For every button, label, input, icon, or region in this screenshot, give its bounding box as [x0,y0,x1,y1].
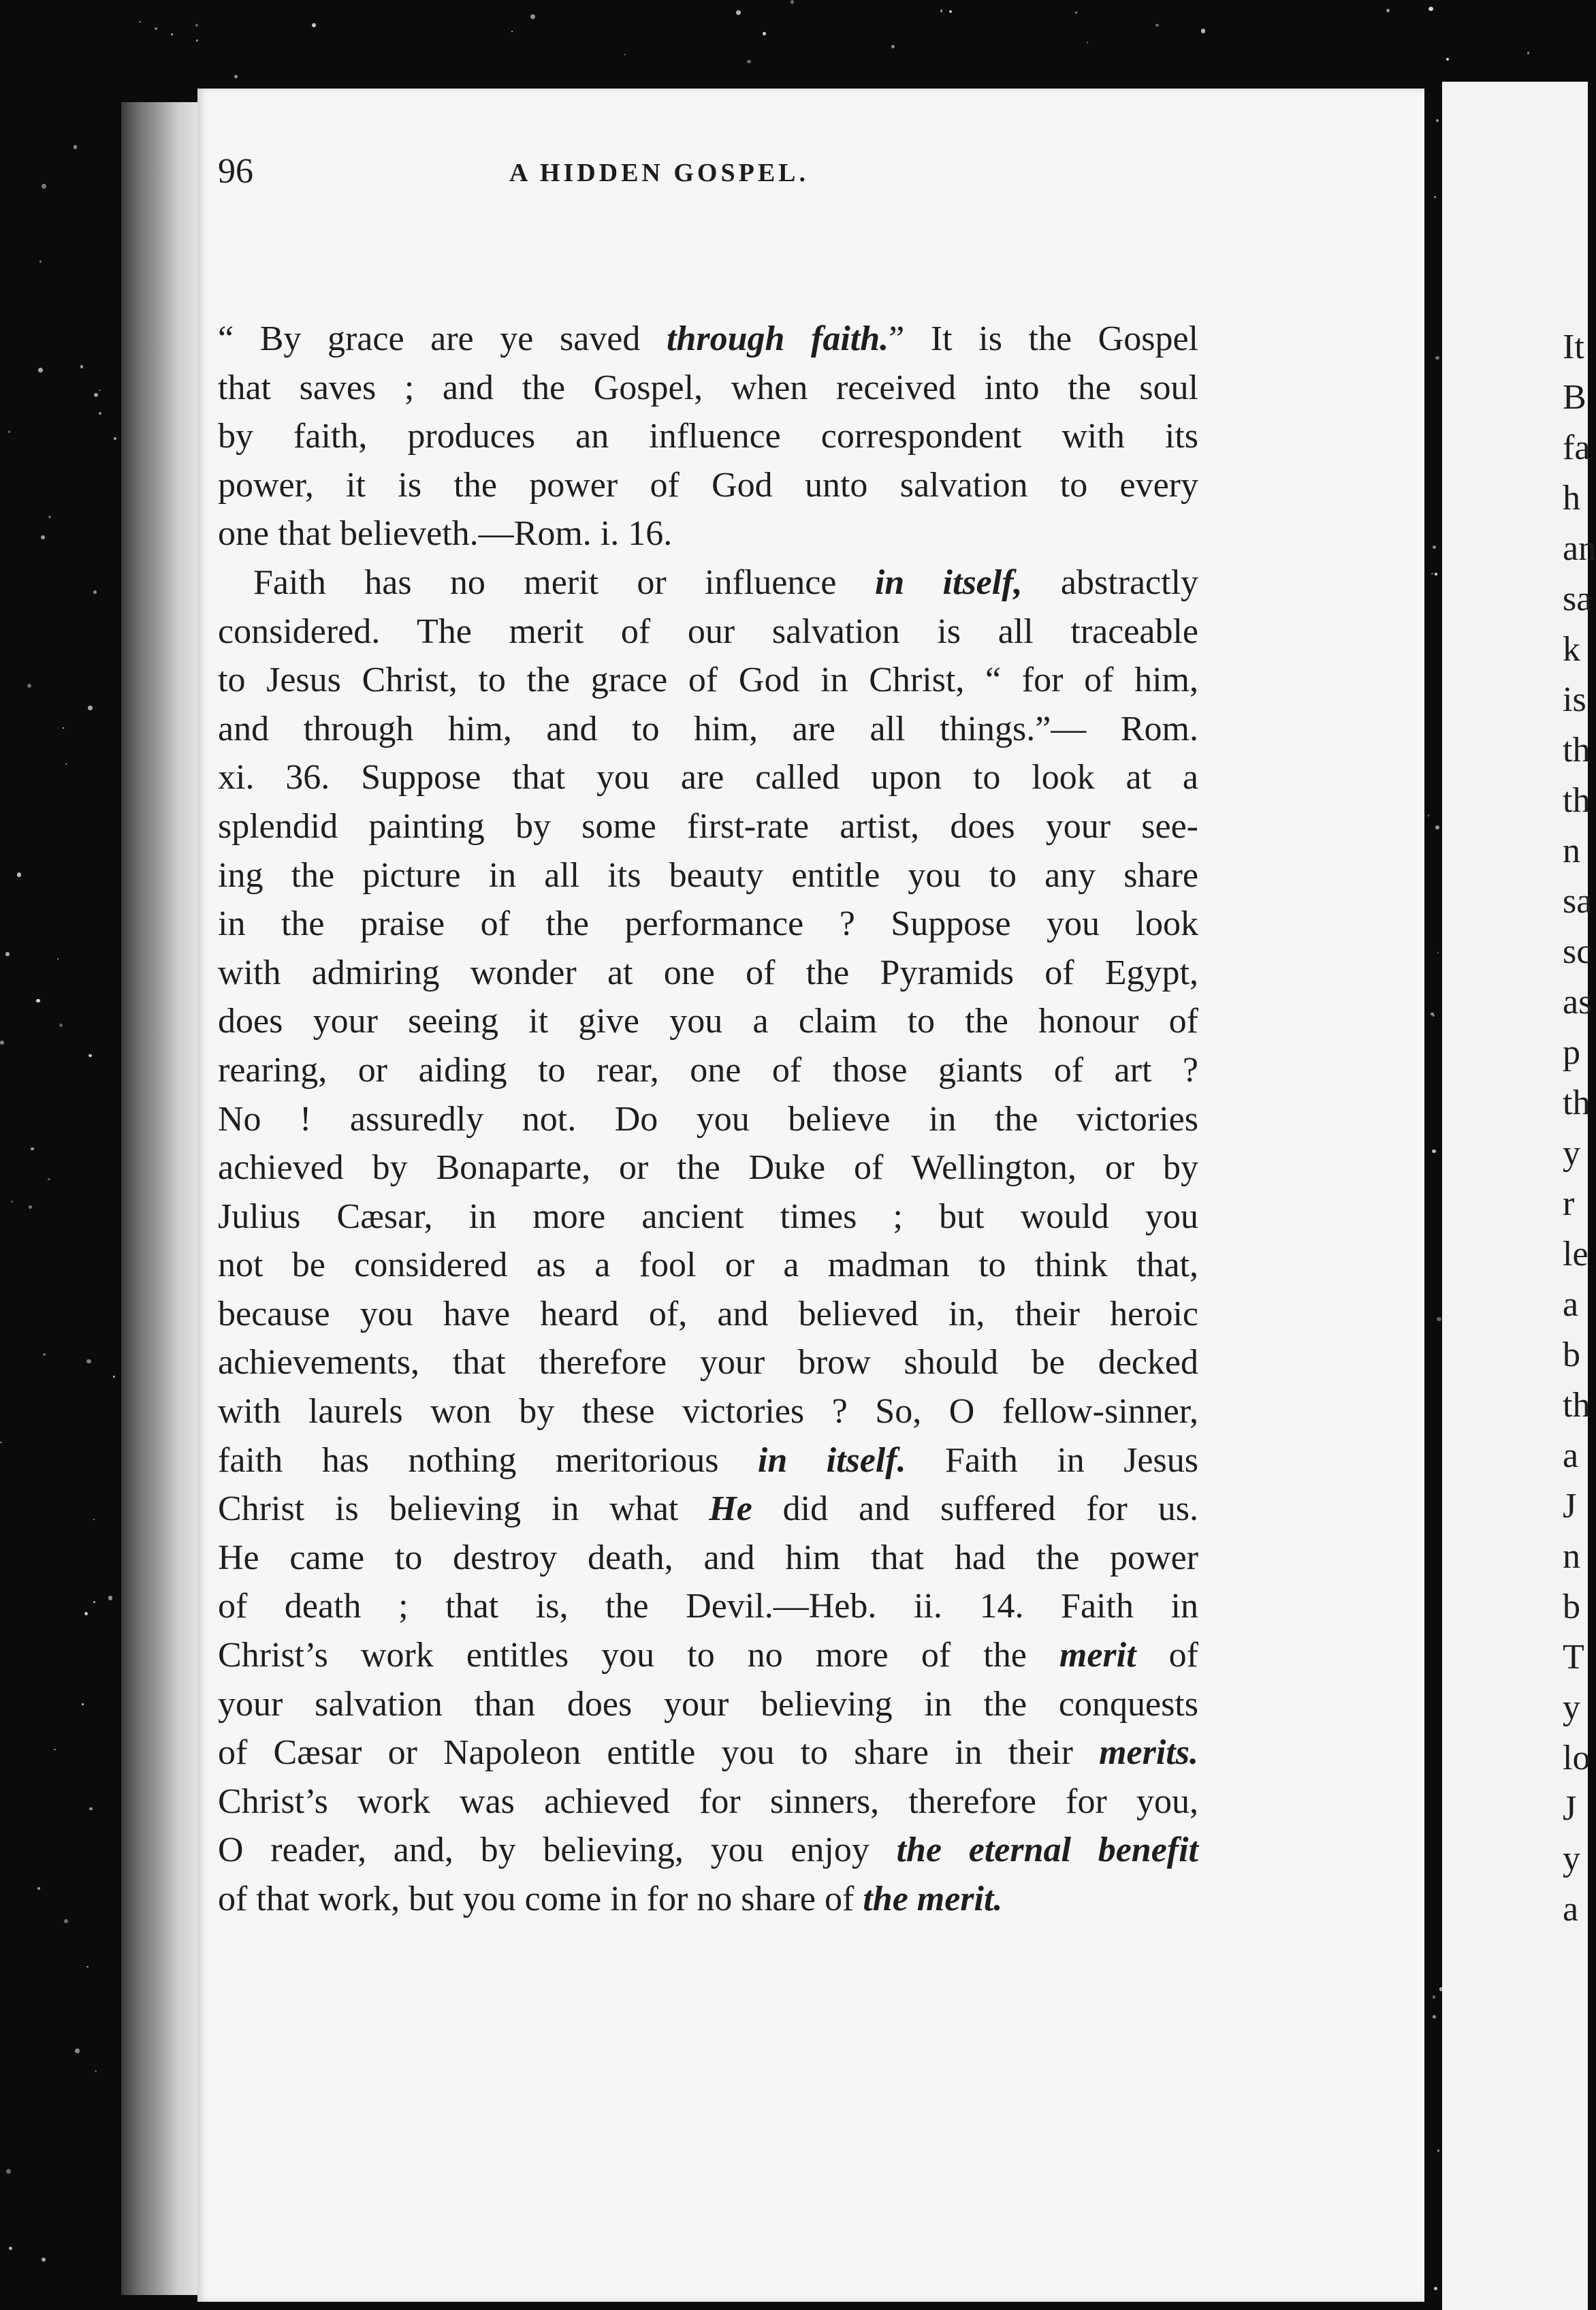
text-run: He came to destroy death, and him that had the power [218,1538,1198,1577]
dust-speck [6,2169,11,2174]
dust-speck [36,999,39,1002]
text-line [218,1875,1198,1924]
facing-line-fragment: th [1563,1083,1591,1122]
text-run: does your seeing it give you a claim to the honour of [218,1002,1198,1041]
dust-speck [1437,952,1439,953]
dust-speck [113,1376,115,1378]
dust-speck [42,184,46,189]
dust-speck [93,1601,95,1603]
facing-line-fragment: y [1563,1688,1580,1727]
text-run: with laurels won by these victories ? So, O fellow-sinner, [218,1392,1198,1431]
text-line [218,949,1198,998]
text-line [218,1777,1198,1826]
dust-speck [27,684,31,688]
facing-line-fragment: sa [1563,882,1593,921]
page-number: 96 [218,152,253,191]
facing-line-fragment: b [1563,1587,1580,1626]
text-line [218,412,1198,461]
text-line [218,509,1198,558]
text-line [218,705,1198,754]
text-run: by faith, produces an influence correspondent with its [218,417,1198,456]
dust-speck [8,430,11,433]
dust-speck [940,10,942,12]
dust-speck [196,39,198,42]
text-run: and through him, and to him, are all things.”— Rom. [218,709,1198,748]
text-run: ” It is the Gospel [889,319,1199,358]
facing-line-fragment: y [1563,1134,1580,1173]
facing-line-fragment: is [1563,680,1586,719]
dust-speck [63,727,64,729]
text-line [218,1534,1198,1583]
dust-speck [1433,2015,1436,2019]
text-run: to Jesus Christ, to the grace of God in Christ, “ for of him, [218,661,1198,700]
facing-line-fragment: p [1563,1033,1580,1072]
dust-speck [155,27,157,30]
text-run: Julius Cæsar, in more ancient times ; but would you [218,1197,1198,1236]
text-run: of that work, but you come in for no share of [218,1880,863,1918]
text-line [218,997,1198,1046]
dust-speck [59,1024,63,1027]
text-line [218,1826,1198,1875]
facing-line-fragment: T [1563,1638,1584,1677]
dust-speck [234,75,238,78]
facing-line-fragment: J [1563,1487,1577,1525]
facing-line-fragment: sa [1563,580,1593,618]
dust-speck [139,21,141,23]
dust-speck [82,1703,84,1705]
facing-line-fragment: b [1563,1335,1580,1374]
dust-speck [171,33,173,35]
dust-speck [57,958,59,960]
facing-line-fragment: lo [1563,1739,1591,1777]
text-run: Faith in Jesus [906,1440,1198,1480]
text-run: achieved by Bonaparte, or the Duke of Wellington, or by [218,1148,1198,1188]
dust-speck [0,1041,4,1045]
dust-speck [65,763,67,765]
dust-speck [1435,825,1439,829]
text-run: power, it is the power of God unto salvation to every [218,465,1198,505]
facing-line-fragment: J [1563,1789,1577,1828]
text-line [218,1192,1198,1241]
dust-speck [64,1919,68,1923]
italic-text: the merit. [863,1880,1003,1918]
text-run: splendid painting by some first-rate artist, does your see- [218,806,1198,846]
dust-speck [9,2247,12,2250]
dust-speck [1435,573,1437,575]
text-run: achievements, that therefore your brow should be decked [218,1343,1198,1382]
text-run: with admiring wonder at one of the Pyramids of Egypt, [218,953,1198,992]
facing-line-fragment: th [1563,781,1591,820]
dust-speck [99,412,101,415]
dust-speck [93,1519,95,1520]
facing-line-fragment: k [1563,630,1580,669]
dust-speck [736,10,740,14]
text-line [218,315,1198,364]
text-run: of death ; that is, the Devil.—Heb. ii. 14. Faith in [218,1587,1198,1626]
text-run: of Cæsar or Napoleon entitle you to share in their [218,1733,1100,1773]
facing-line-fragment: y [1563,1839,1580,1878]
dust-speck [1432,1150,1436,1154]
dust-speck [42,2258,46,2262]
text-run: ing the picture in all its beauty entitle you to any share [218,855,1198,895]
text-line [218,1631,1198,1680]
dust-speck [54,1749,55,1750]
dust-speck [29,1205,32,1209]
text-run: No ! assuredly not. Do you believe in the victories [218,1099,1198,1139]
dust-speck [891,45,895,48]
text-line [218,753,1198,802]
text-line [218,1143,1198,1192]
text-line [218,1241,1198,1290]
dust-speck [1437,2149,1439,2151]
dust-speck [89,1807,93,1811]
text-run: because you have heard of, and believed in, their heroic [218,1294,1198,1333]
facing-line-fragment: a [1563,1436,1579,1475]
dust-speck [1435,356,1439,360]
facing-line-fragment: It [1563,328,1584,366]
text-run: of [1136,1636,1198,1675]
text-line [218,656,1198,705]
facing-line-fragment: as [1563,983,1593,1022]
text-run: one that believeth.—Rom. i. 16. [218,514,673,554]
dust-speck [5,952,9,955]
facing-line-fragment: fa [1563,428,1591,467]
dust-speck [80,365,84,368]
facing-line-fragment: n [1563,832,1580,870]
text-line [218,461,1198,510]
dust-speck [1386,9,1389,12]
italic-text: merits. [1099,1733,1198,1773]
dust-speck [38,368,43,373]
dust-speck [37,1887,40,1890]
dust-speck [1433,1995,1435,1998]
text-run: your salvation than does your believing in the conquests [218,1684,1198,1724]
facing-line-fragment: B [1563,378,1586,417]
dust-speck [1437,1317,1441,1322]
dust-speck [0,1442,1,1443]
facing-line-fragment: th [1563,1386,1591,1425]
dust-speck [11,1201,13,1203]
dust-speck [41,535,45,539]
facing-line-fragment: a [1563,1285,1579,1324]
facing-line-fragment: th [1563,731,1591,770]
dust-speck [48,1178,50,1181]
dust-speck [74,145,77,148]
dust-speck [75,2048,80,2053]
text-line [218,607,1198,656]
italic-text: in itself. [757,1440,906,1480]
dust-speck [763,32,766,35]
dust-speck [43,1353,46,1356]
dust-speck [86,1359,91,1364]
running-head-title: A HIDDEN GOSPEL. [509,159,810,187]
text-line [218,1387,1198,1436]
text-line [218,851,1198,900]
dust-speck [88,706,93,710]
text-line [218,1290,1198,1339]
dust-speck [89,1054,92,1058]
facing-line-fragment: h [1563,479,1580,518]
text-line [218,1046,1198,1095]
dust-speck [1433,545,1436,549]
text-run: xi. 36. Suppose that you are called upon to look at a [218,758,1198,797]
italic-text: through faith. [666,319,889,358]
text-line [218,1338,1198,1387]
dust-speck [1446,58,1449,61]
text-run: that saves ; and the Gospel, when received into the soul [218,368,1198,407]
dust-speck [1155,24,1159,27]
body-text [218,315,1198,1924]
text-run: Christ is believing in what [218,1489,709,1529]
text-line [218,900,1198,949]
text-run: faith has nothing meritorious [218,1440,758,1480]
dust-speck [39,260,42,263]
dust-speck [1428,814,1429,816]
facing-line-fragment: sc [1563,932,1593,971]
facing-line-fragment: an [1563,529,1596,568]
dust-speck [84,1612,88,1615]
dust-speck [1087,42,1088,43]
dust-speck [791,0,794,3]
text-run: rearing, or aiding to rear, one of those giants of art ? [218,1050,1198,1090]
dust-speck [747,60,751,64]
text-run: “ By grace are ye saved [218,319,667,358]
dust-speck [31,1148,34,1151]
dust-speck [48,516,51,518]
dust-speck [511,31,513,32]
text-line [218,1680,1198,1729]
text-run: Christ’s work was achieved for sinners, therefore for you, [218,1782,1198,1821]
dust-speck [1527,52,1530,54]
facing-line-fragment: r [1563,1184,1575,1223]
dust-speck [1433,1015,1435,1017]
facing-line-fragment: le [1563,1235,1589,1273]
text-line [218,1436,1198,1485]
italic-text: the eternal benefit [896,1831,1199,1870]
dust-speck [195,24,198,27]
dust-speck [99,390,100,391]
dust-speck [86,1966,88,1967]
dust-speck [114,437,116,440]
dust-speck [108,1596,112,1600]
dust-speck [1431,573,1433,575]
dust-speck [17,872,22,877]
text-line [218,1485,1198,1534]
dust-speck [95,2070,97,2072]
text-line [218,1728,1198,1777]
text-line [218,364,1198,413]
italic-text: He [709,1489,752,1529]
dust-speck [1436,119,1439,122]
text-run: not be considered as a fool or a madman to think that, [218,1246,1198,1285]
text-run: abstractly [1022,563,1199,602]
dust-speck [1434,196,1436,198]
dust-speck [312,23,316,27]
dust-speck [93,590,97,594]
text-run: Christ’s work entitles you to no more of the [218,1636,1059,1675]
text-line [218,558,1198,607]
text-line [218,1095,1198,1144]
dust-speck [1429,7,1433,11]
facing-line-fragment: a [1563,1890,1579,1929]
text-run: did and suffered for us. [752,1489,1198,1529]
dust-speck [94,393,98,397]
facing-line-fragment: n [1563,1537,1580,1576]
dust-speck [624,54,626,55]
dust-speck [1434,2287,1437,2290]
page-edges [121,102,203,2295]
text-run: in the praise of the performance ? Suppose you look [218,904,1198,944]
italic-text: in itself, [874,563,1023,602]
dust-speck [530,14,535,19]
text-run: Faith has no merit or influence [218,563,875,602]
dust-speck [949,10,952,13]
text-run: O reader, and, by believing, you enjoy [218,1831,897,1870]
dust-speck [1201,29,1206,33]
text-line [218,802,1198,851]
text-run: considered. The merit of our salvation is all traceable [218,612,1198,651]
dust-speck [1075,12,1077,14]
text-line [218,1582,1198,1631]
italic-text: merit [1059,1636,1136,1675]
